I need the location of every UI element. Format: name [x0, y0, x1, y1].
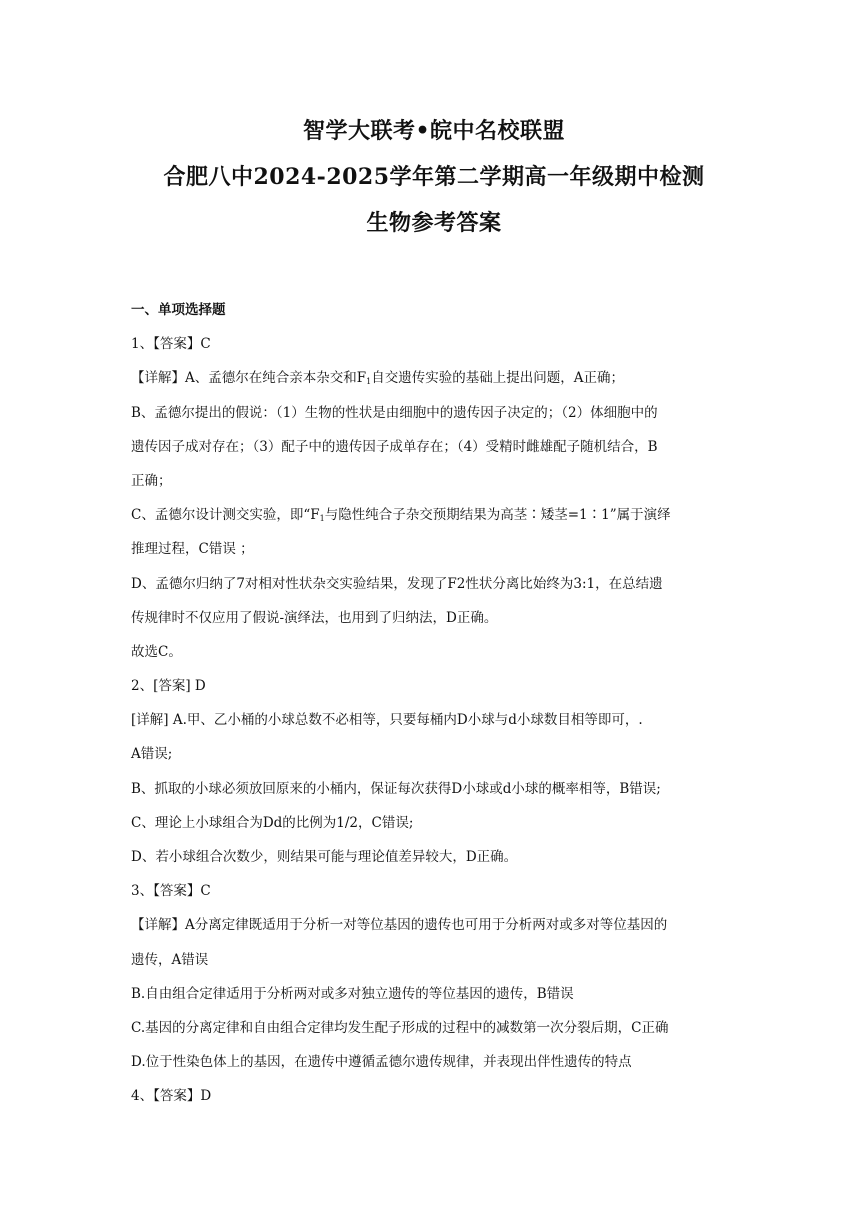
q1-a-prefix: 【详解】A、孟德尔在纯合亲本杂交和F — [131, 370, 367, 387]
q1-explanation-b-line1: B、孟德尔提出的假说：（1）生物的性状是由细胞中的遗传因子决定的；（2）体细胞中的 — [131, 404, 658, 421]
q1-explanation-d-line2: 传规律时不仅应用了假说-演绎法，也用到了归纳法，D正确。 — [131, 609, 498, 626]
q3-explanation-a-line2: 遗传，A错误 — [131, 951, 209, 968]
answer-body — [131, 293, 741, 1114]
q1-c-subscript: 1 — [319, 514, 325, 524]
q1-c-suffix: 与隐性纯合子杂交预期结果为高茎∶矮茎=1∶1”属于演绎 — [324, 507, 671, 524]
q2-explanation-b: B、抓取的小球必须放回原来的小桶内，保证每次获得D小球或d小球的概率相等，B错误; — [131, 780, 661, 797]
header-title-alliance: 智学大联考•皖中名校联盟 — [302, 118, 566, 144]
q1-explanation-b-line3: 正确； — [131, 472, 172, 489]
q1-choice: 故选C。 — [131, 643, 182, 660]
q4-answer: 4、【答案】D — [131, 1088, 212, 1105]
q2-answer: 2、[答案] D — [131, 678, 206, 695]
q3-explanation-d: D.位于性染色体上的基因，在遗传中遵循孟德尔遗传规律，并表现出伴性遗传的特点 — [131, 1054, 632, 1071]
q3-explanation-b: B.自由组合定律适用于分析两对或多对独立遗传的等位基因的遗传，B错误 — [131, 985, 574, 1002]
q2-explanation-c: C、理论上小球组合为Dd的比例为1/2，C错误; — [131, 814, 414, 831]
q1-explanation-d-line1: D、孟德尔归纳了7对相对性状杂交实验结果，发现了F2性状分离比始终为3:1，在总结遗 — [131, 575, 663, 592]
q2-explanation-a-line2: A错误; — [131, 746, 173, 763]
q1-explanation-c-line1 — [131, 498, 741, 532]
q3-explanation-c: C.基因的分离定律和自由组合定律均发生配子形成的过程中的减数第一次分裂后期，C正确 — [131, 1019, 669, 1036]
header-title-subject: 生物参考答案 — [366, 210, 502, 236]
section-title: 一、单项选择题 — [131, 302, 226, 318]
q1-c-prefix: C、孟德尔设计测交实验，即“F — [131, 507, 320, 524]
q1-a-subscript: 1 — [366, 377, 372, 387]
header-title-exam: 合肥八中2024-2025学年第二学期高一年级期中检测 — [163, 164, 705, 190]
q2-explanation-a-line1: [详解] A.甲、乙小桶的小球总数不必相等，只要每桶内D小球与d小球数目相等即可，. — [131, 712, 643, 729]
q1-explanation-a — [131, 361, 741, 395]
q1-explanation-c-line2: 推理过程，C错误 ； — [131, 541, 254, 558]
q1-explanation-b-line2: 遗传因子成对存在；（3）配子中的遗传因子成单存在；（4）受精时雌雄配子随机结合，B — [131, 438, 658, 455]
q3-explanation-a-line1: 【详解】A分离定律既适用于分析一对等位基因的遗传也可用于分析两对或多对等位基因的 — [131, 917, 668, 934]
q3-answer: 3、【答案】C — [131, 883, 211, 900]
q2-explanation-d: D、若小球组合次数少，则结果可能与理论值差异较大，D正确。 — [131, 849, 518, 865]
q1-answer: 1、【答案】C — [131, 336, 211, 353]
q1-a-suffix: 自交遗传实验的基础上提出问题，A正确； — [371, 370, 624, 387]
